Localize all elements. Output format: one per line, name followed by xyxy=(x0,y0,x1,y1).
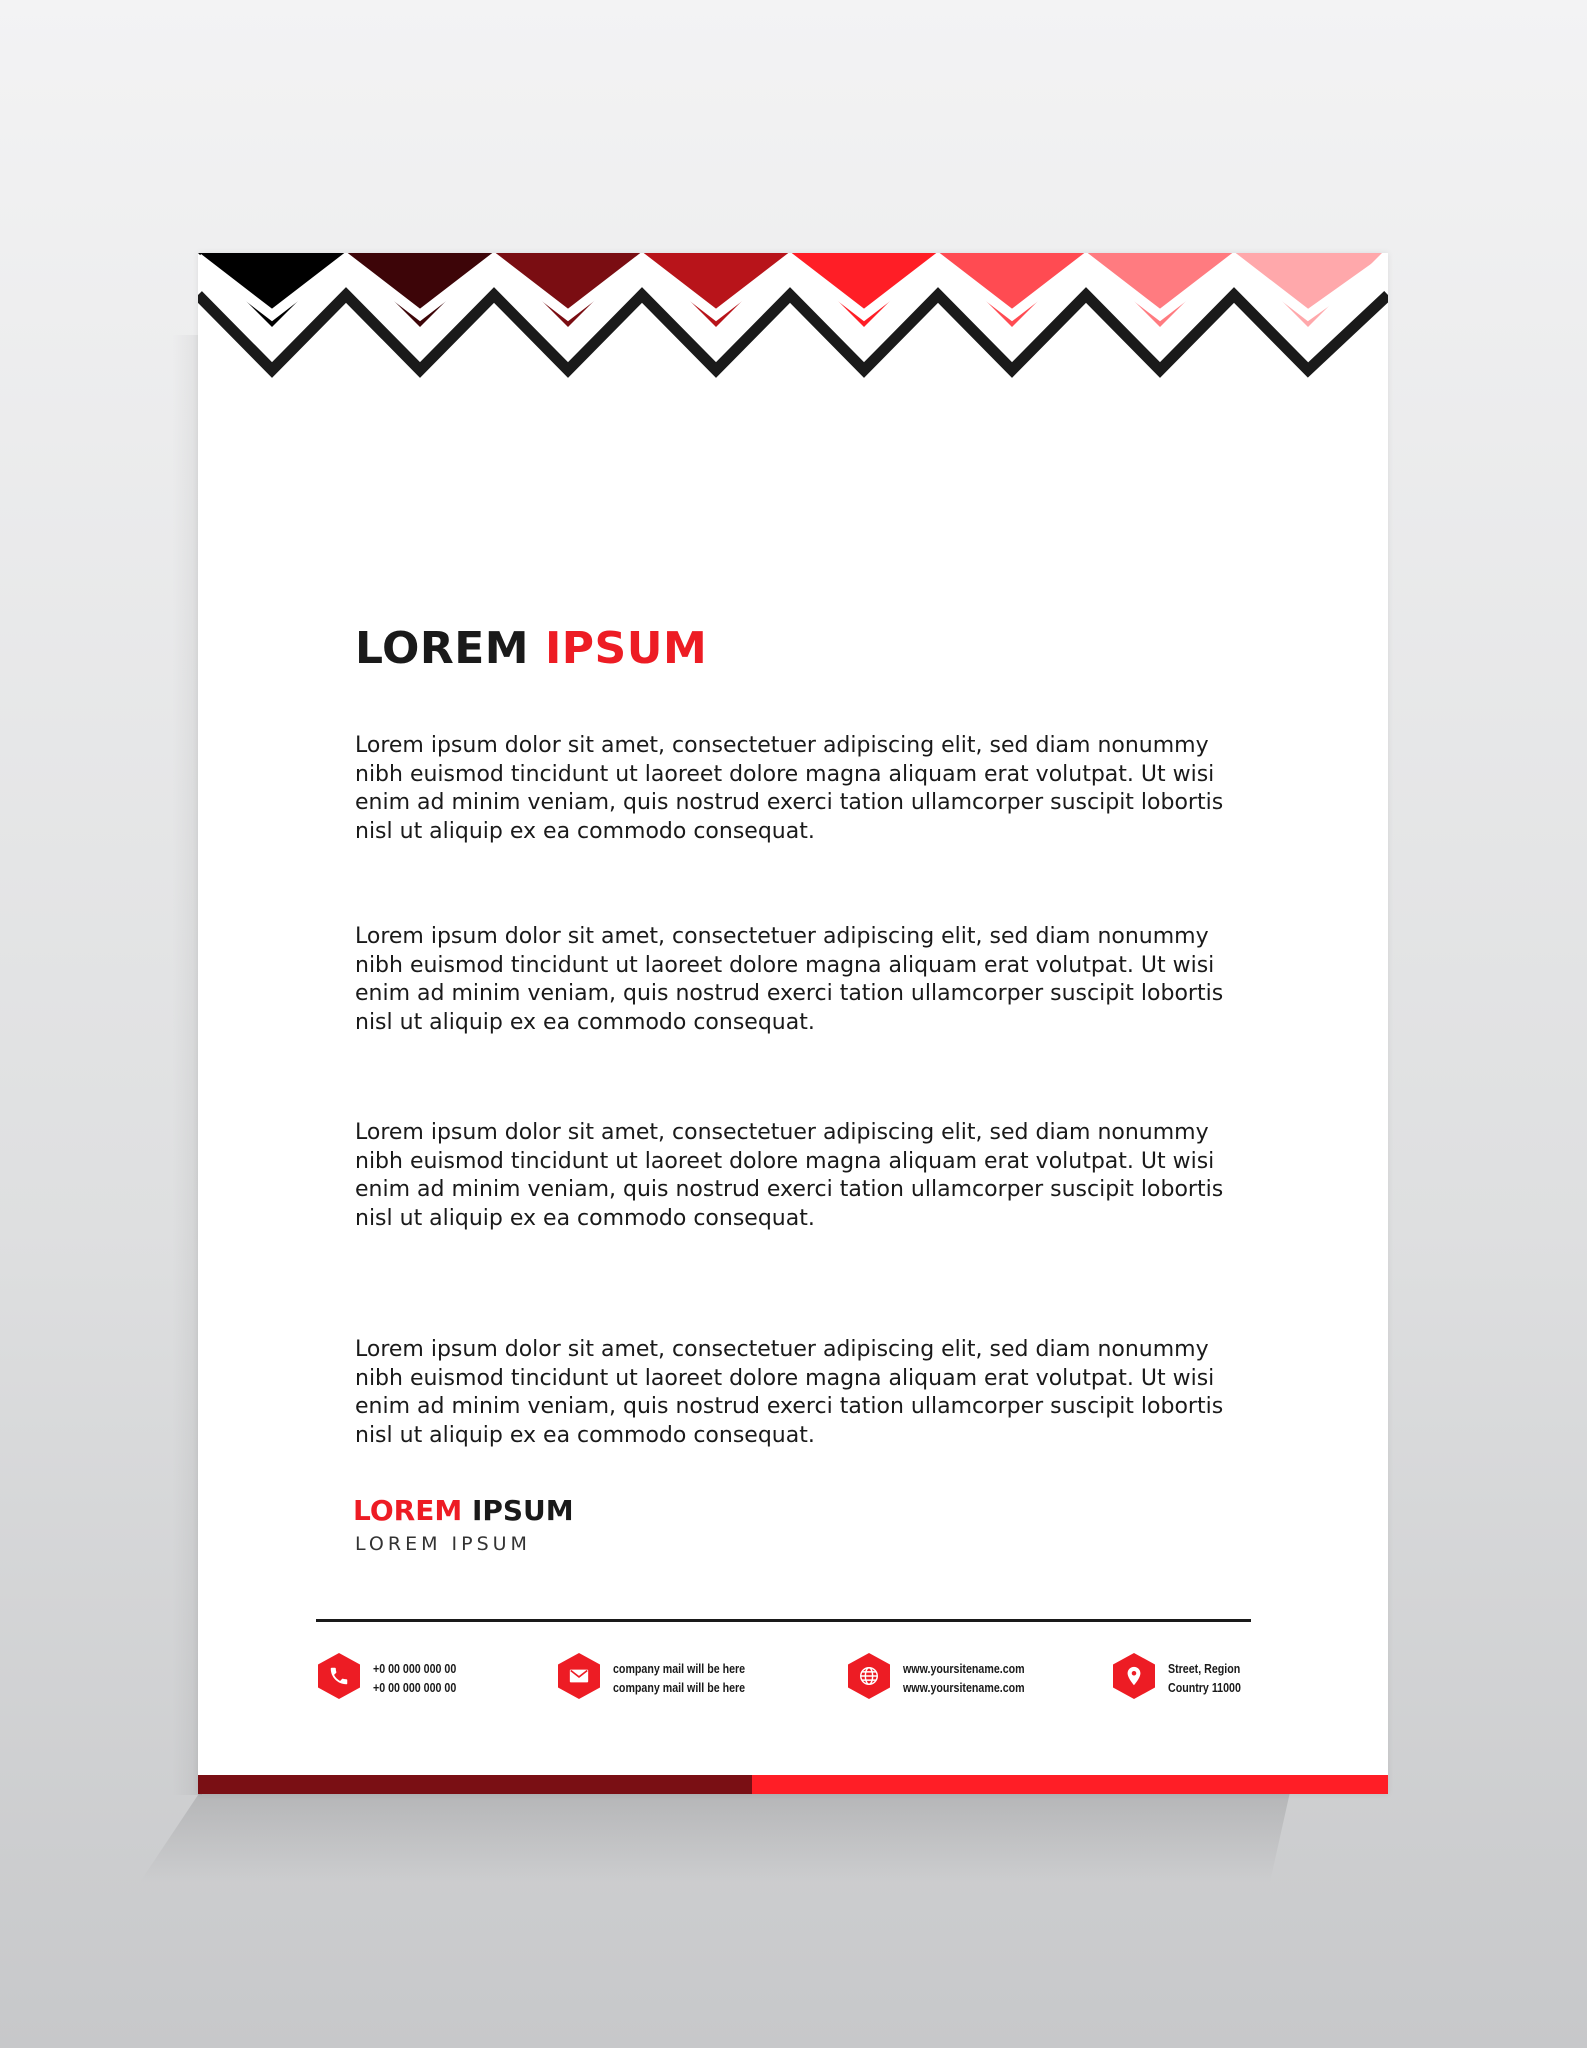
title-part-dark: LOREM xyxy=(355,623,530,674)
website-line-2: www.yoursitename.com xyxy=(903,1680,1025,1695)
zigzag-header-decoration xyxy=(198,253,1388,383)
body-paragraph-1: Lorem ipsum dolor sit amet, consectetuer adipiscing elit, sed diam nonummy nibh euismod tincidunt ut laoreet dolore magna aliquam erat volutpat. Ut wisi enim ad minim veniam, quis nostrud exerci tation ullamcorper suscipit lobortis nisl ut aliquip ex ea commodo consequat. xyxy=(355,733,1224,844)
phone-text xyxy=(373,1659,456,1697)
letterhead-page xyxy=(198,253,1388,1794)
email-line-1: company mail will be here xyxy=(613,1661,746,1676)
signature-subtitle: LOREM IPSUM xyxy=(355,1533,531,1555)
website-text xyxy=(903,1659,1025,1697)
zigzag-outline-black xyxy=(198,295,1388,370)
signature-name-red: LOREM xyxy=(353,1494,463,1527)
phone-line-2: +0 00 000 000 00 xyxy=(373,1680,457,1695)
paper-floor-shadow xyxy=(140,1792,1290,1882)
address-line-2: Country 11000 xyxy=(1168,1680,1241,1695)
address-line-1: Street, Region xyxy=(1168,1661,1241,1676)
email-text xyxy=(613,1659,745,1697)
email-line-2: company mail will be here xyxy=(613,1680,746,1695)
body-paragraph-2: Lorem ipsum dolor sit amet, consectetuer adipiscing elit, sed diam nonummy nibh euismod tincidunt ut laoreet dolore magna aliquam erat volutpat. Ut wisi enim ad minim veniam, quis nostrud exerci tation ullamcorper suscipit lobortis nisl ut aliquip ex ea commodo consequat. xyxy=(355,924,1224,1035)
globe-icon xyxy=(848,1653,890,1699)
page-title xyxy=(355,623,708,674)
footer-bar-dark xyxy=(198,1775,752,1794)
location-pin-icon xyxy=(1113,1653,1155,1699)
body-paragraph-3: Lorem ipsum dolor sit amet, consectetuer adipiscing elit, sed diam nonummy nibh euismod tincidunt ut laoreet dolore magna aliquam erat volutpat. Ut wisi enim ad minim veniam, quis nostrud exerci tation ullamcorper suscipit lobortis nisl ut aliquip ex ea commodo consequat. xyxy=(355,1120,1224,1231)
body-paragraph-4: Lorem ipsum dolor sit amet, consectetuer adipiscing elit, sed diam nonummy nibh euismod tincidunt ut laoreet dolore magna aliquam erat volutpat. Ut wisi enim ad minim veniam, quis nostrud exerci tation ullamcorper suscipit lobortis nisl ut aliquip ex ea commodo consequat. xyxy=(355,1337,1224,1448)
address-text xyxy=(1168,1659,1241,1697)
mail-icon xyxy=(558,1653,600,1699)
signature-name-dark: IPSUM xyxy=(471,1494,574,1527)
phone-line-1: +0 00 000 000 00 xyxy=(373,1661,457,1676)
footer-divider xyxy=(316,1619,1251,1622)
signature-name xyxy=(353,1494,574,1527)
footer-bar-red xyxy=(752,1775,1388,1794)
phone-icon xyxy=(318,1653,360,1699)
website-line-1: www.yoursitename.com xyxy=(903,1661,1025,1676)
title-part-red: IPSUM xyxy=(544,623,708,674)
